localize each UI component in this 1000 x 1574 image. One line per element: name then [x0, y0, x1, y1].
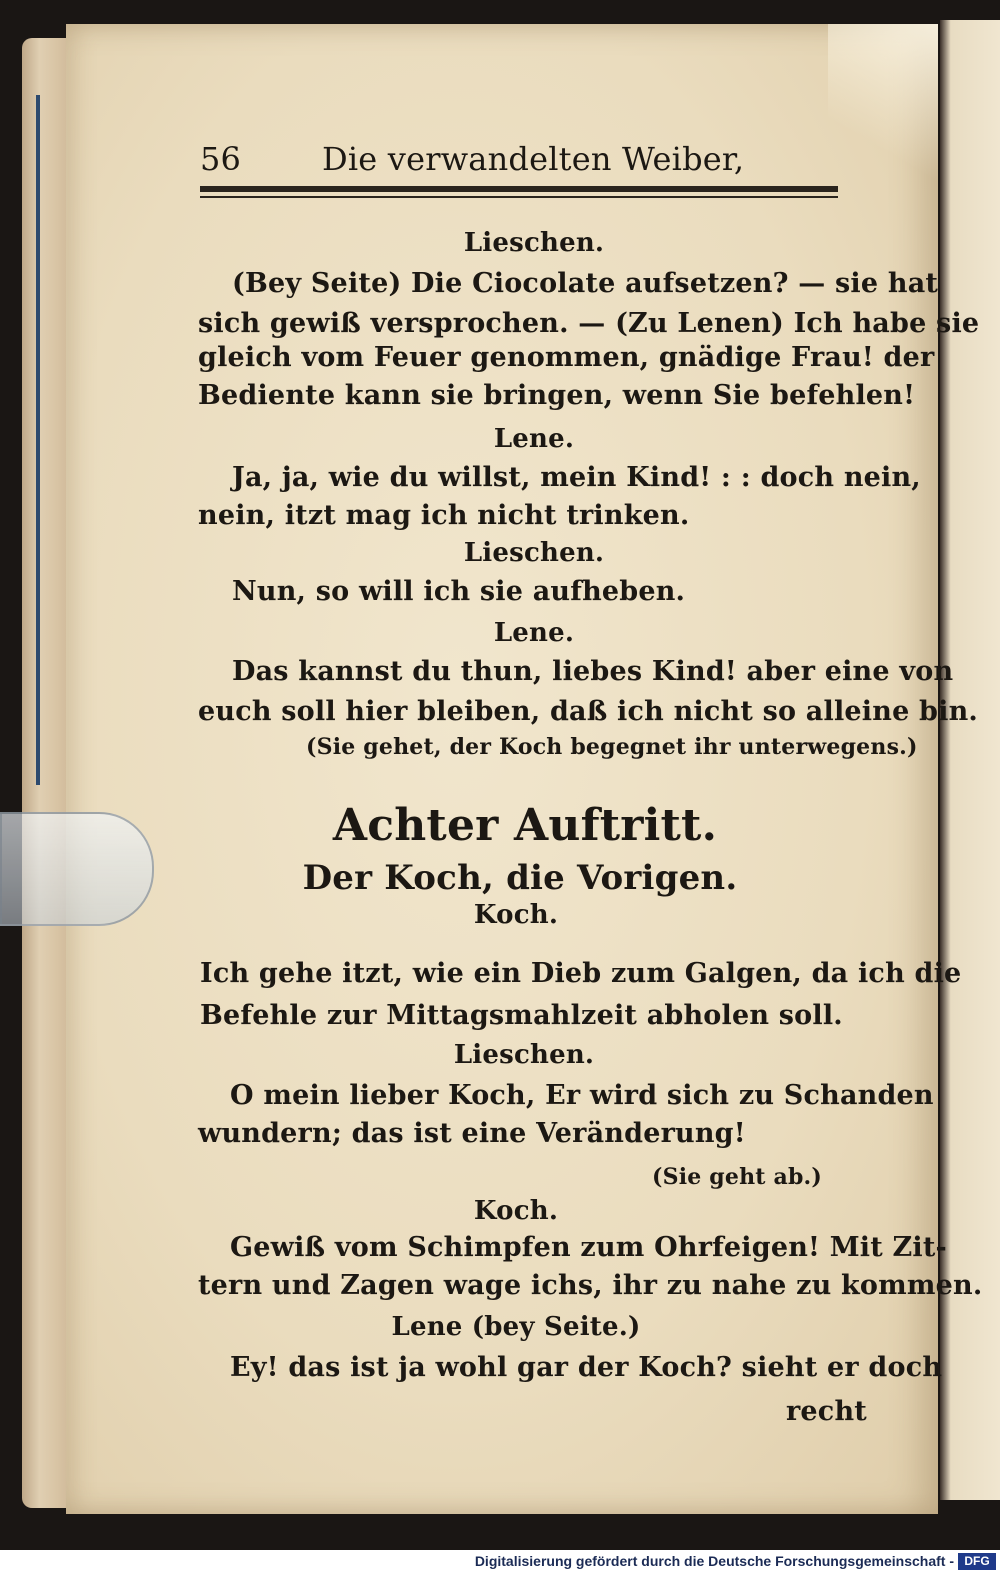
speaker-label: Lieschen. [463, 538, 605, 568]
text-line: nein, itzt mag ich nicht trinken. [198, 500, 690, 531]
footer-bar [0, 1550, 1000, 1574]
catchword: recht [786, 1396, 867, 1427]
text-line: Ich gehe itzt, wie ein Dieb zum Galgen, da ich die [200, 958, 962, 989]
stage-direction: (Sie gehet, der Koch begegnet ihr unterwegens.) [306, 734, 918, 760]
text-line: Bediente kann sie bringen, wenn Sie befehlen! [198, 380, 916, 411]
stage-direction: (Sie geht ab.) [652, 1164, 823, 1190]
text-line: euch soll hier bleiben, daß ich nicht so alleine bin. [198, 696, 979, 727]
text-line: gleich vom Feuer genommen, gnädige Frau! der [198, 342, 935, 373]
text-line: (Bey Seite) Die Ciocolate aufsetzen? — sie hat [232, 268, 939, 299]
speaker-label: Koch. [473, 1196, 559, 1226]
header-rule-thin [200, 196, 838, 198]
speaker-label: Lieschen. [463, 228, 605, 258]
thumb-clip [0, 812, 154, 926]
speaker-label: Lene (bey Seite.) [391, 1312, 641, 1342]
text-line: Gewiß vom Schimpfen zum Ohrfeigen! Mit Zit- [230, 1232, 947, 1263]
scene-title: Achter Auftritt. [332, 800, 718, 851]
text-line: sich gewiß versprochen. — (Zu Lenen) Ich habe sie [198, 308, 980, 339]
text-line: tern und Zagen wage ichs, ihr zu nahe zu kommen. [198, 1270, 983, 1301]
cast-list: Der Koch, die Vorigen. [302, 858, 738, 898]
text-line: Ja, ja, wie du willst, mein Kind! : : doch nein, [232, 462, 921, 493]
speaker-label: Lene. [493, 618, 575, 648]
text-line: O mein lieber Koch, Er wird sich zu Schanden [230, 1080, 934, 1111]
funding-credit: Digitalisierung gefördert durch die Deutsche Forschungsgemeinschaft - [474, 1553, 954, 1569]
speaker-label: Koch. [473, 900, 559, 930]
text-line: Das kannst du thun, liebes Kind! aber eine von [232, 656, 954, 687]
speaker-label: Lieschen. [453, 1040, 595, 1070]
text-line: wundern; das ist eine Veränderung! [198, 1118, 746, 1149]
text-line: Befehle zur Mittagsmahlzeit abholen soll. [200, 1000, 843, 1031]
running-title: Die verwandelten Weiber, [322, 140, 745, 178]
text-line: Ey! das ist ja wohl gar der Koch? sieht er doch [230, 1352, 943, 1383]
page-number: 56 [200, 140, 242, 178]
binding-stripe [36, 95, 40, 785]
speaker-label: Lene. [493, 424, 575, 454]
text-line: Nun, so will ich sie aufheben. [232, 576, 686, 607]
header-rule [200, 186, 838, 192]
page-fold-highlight [828, 24, 938, 224]
dfg-logo: DFG [958, 1553, 996, 1570]
